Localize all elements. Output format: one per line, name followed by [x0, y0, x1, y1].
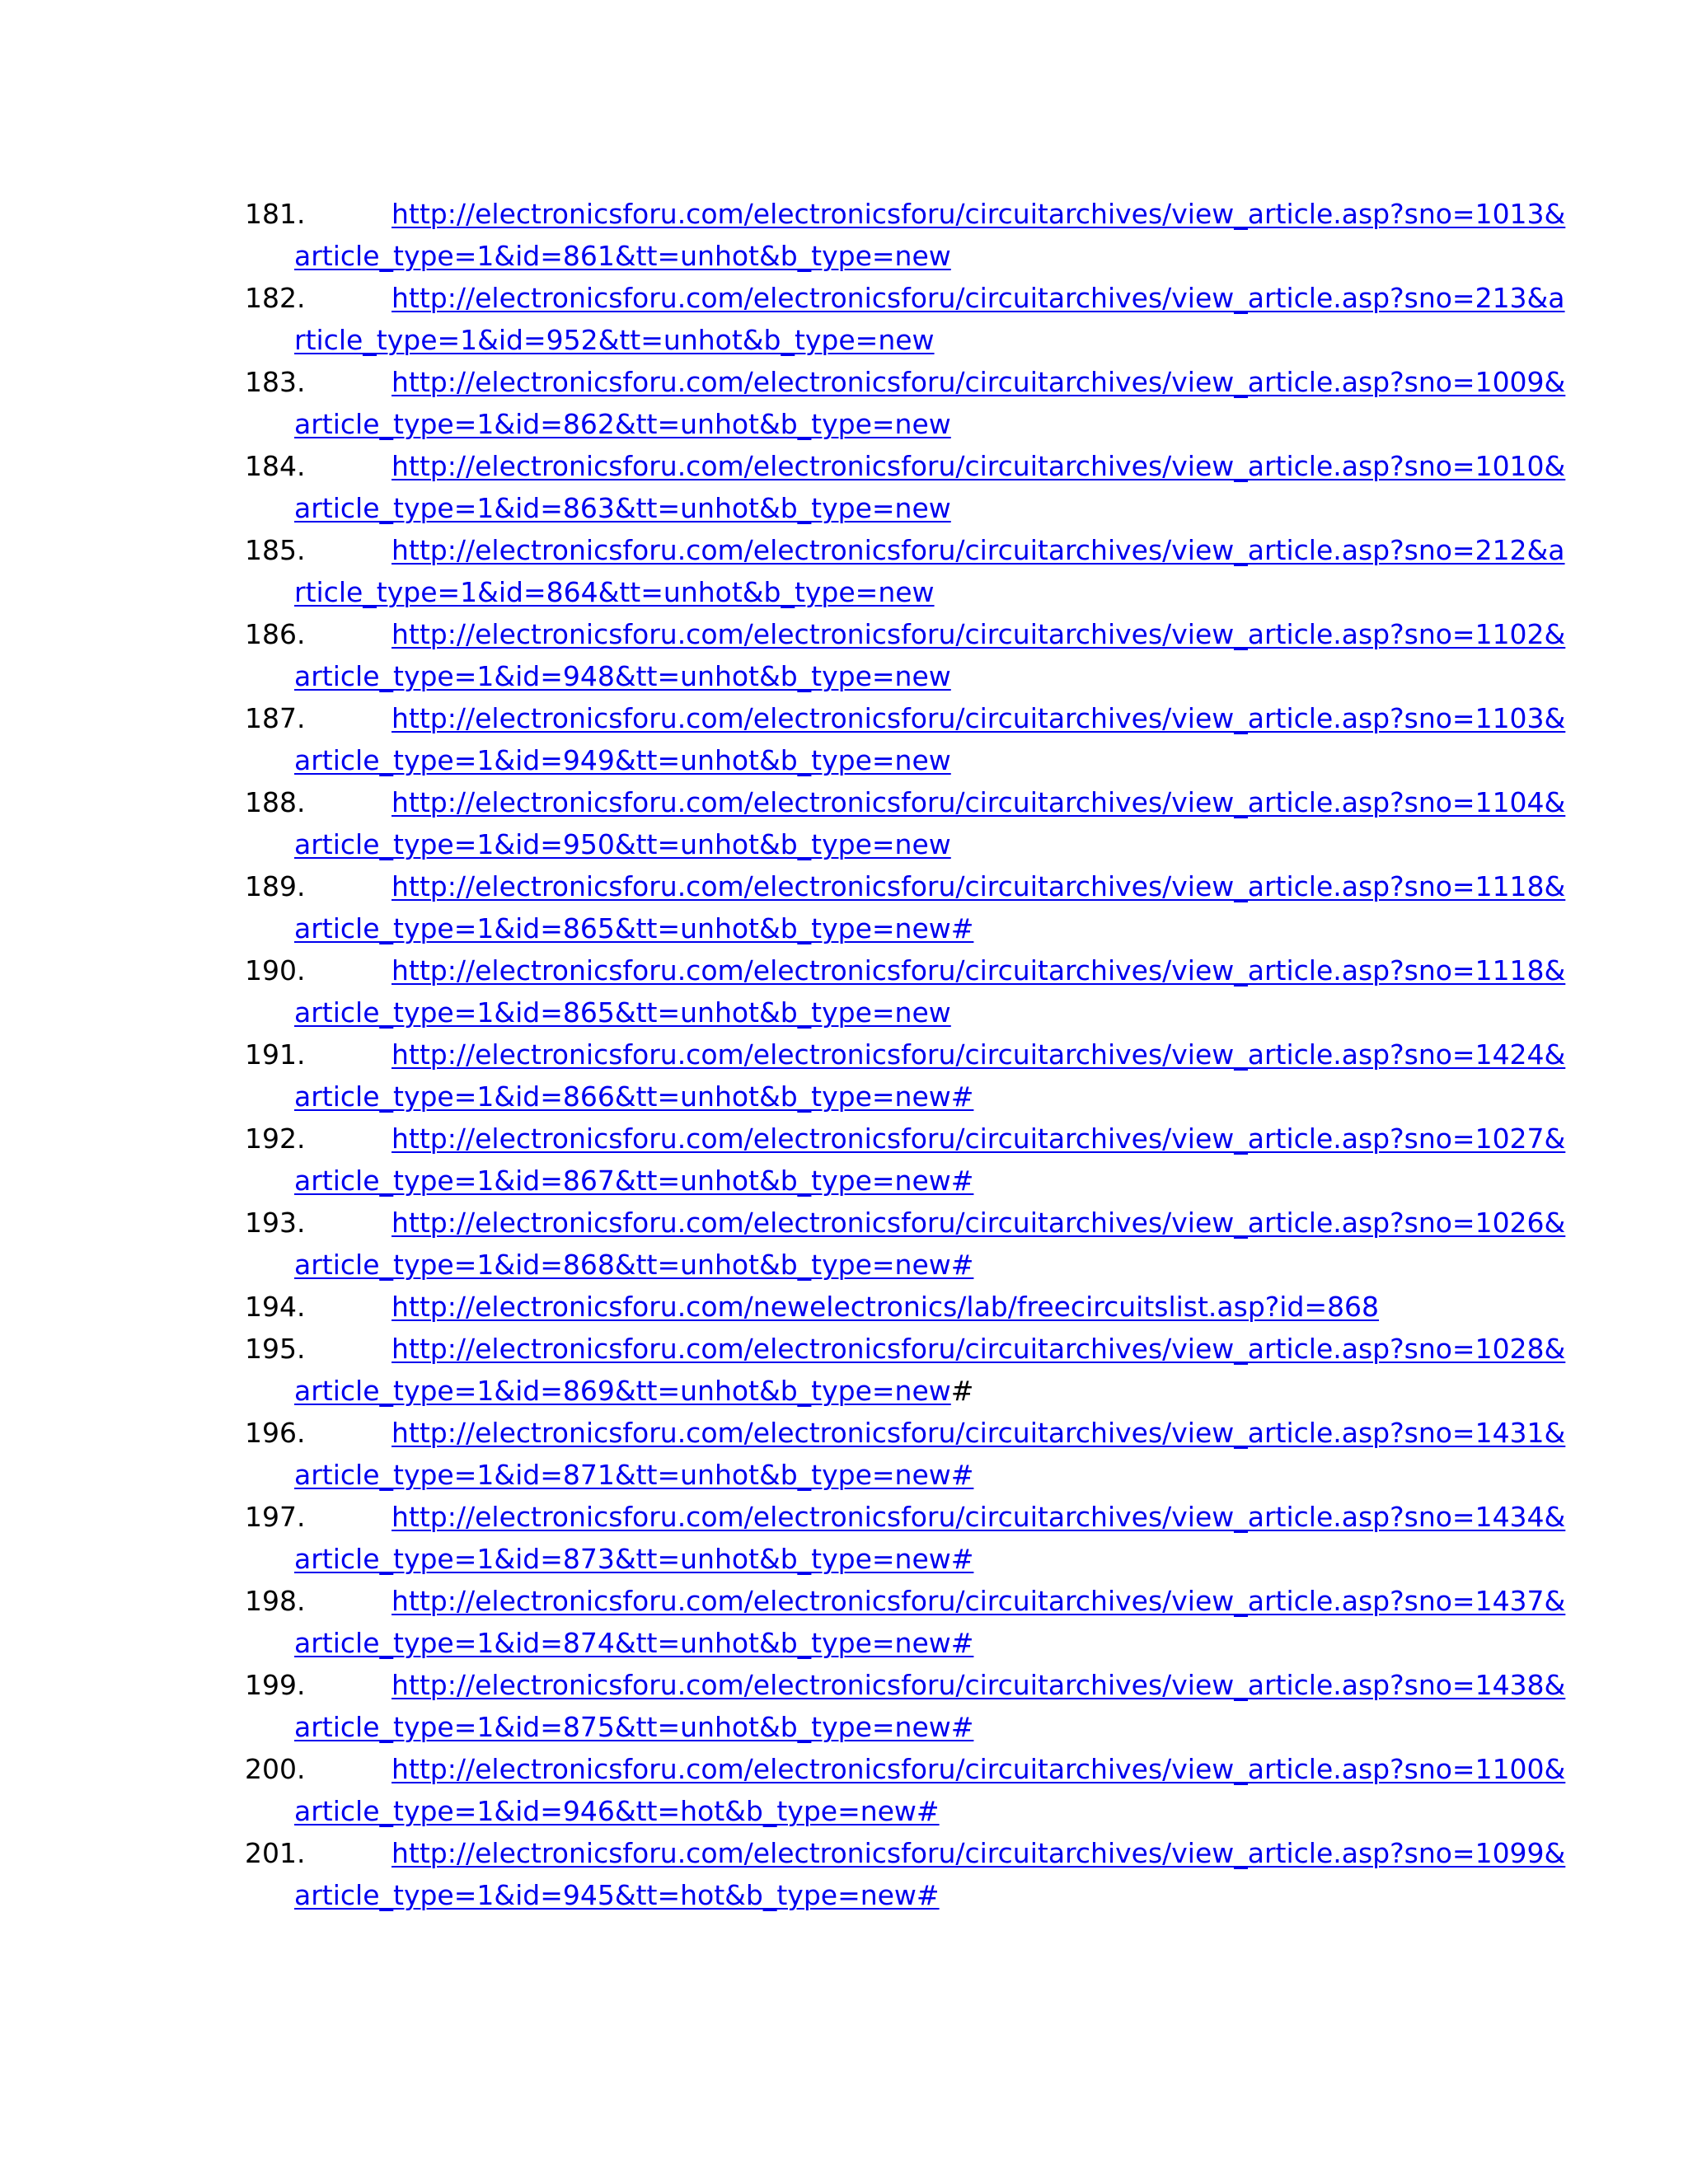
reference-link-continuation[interactable]: article_type=1&id=867&tt=unhot&b_type=new# [294, 1165, 974, 1197]
reference-link-continuation[interactable]: article_type=1&id=945&tt=hot&b_type=new# [294, 1879, 940, 1911]
reference-link-continuation[interactable]: article_type=1&id=875&tt=unhot&b_type=new# [294, 1711, 974, 1743]
reference-item [245, 445, 1566, 529]
reference-number: 186. [245, 618, 306, 650]
reference-item [245, 697, 1566, 781]
reference-link-continuation[interactable]: article_type=1&id=869&tt=unhot&b_type=new [294, 1375, 951, 1407]
reference-number: 183. [245, 366, 306, 398]
reference-item [245, 361, 1566, 445]
reference-link-continuation[interactable]: article_type=1&id=861&tt=unhot&b_type=new [294, 240, 951, 272]
reference-number: 184. [245, 450, 306, 482]
reference-link[interactable]: http://electronicsforu.com/electronicsforu/circuitarchives/view_article.asp?sno=1434& [392, 1501, 1566, 1533]
reference-item [245, 1748, 1566, 1832]
reference-number: 194. [245, 1291, 306, 1323]
reference-link[interactable]: http://electronicsforu.com/newelectronics/lab/freecircuitslist.asp?id=868 [392, 1291, 1380, 1323]
reference-number: 187. [245, 702, 306, 734]
reference-item [245, 1328, 1566, 1412]
reference-item [245, 529, 1565, 613]
reference-link[interactable]: http://electronicsforu.com/electronicsforu/circuitarchives/view_article.asp?sno=1026& [392, 1207, 1566, 1239]
reference-number: 191. [245, 1038, 306, 1071]
reference-link[interactable]: http://electronicsforu.com/electronicsforu/circuitarchives/view_article.asp?sno=1118& [392, 954, 1566, 987]
reference-link[interactable]: http://electronicsforu.com/electronicsforu/circuitarchives/view_article.asp?sno=1099& [392, 1837, 1566, 1869]
reference-link[interactable]: http://electronicsforu.com/electronicsforu/circuitarchives/view_article.asp?sno=1118& [392, 870, 1566, 902]
reference-item [245, 1832, 1566, 1916]
reference-number: 201. [245, 1837, 306, 1869]
reference-link[interactable]: http://electronicsforu.com/electronicsforu/circuitarchives/view_article.asp?sno=1027& [392, 1122, 1566, 1155]
reference-number: 193. [245, 1207, 306, 1239]
reference-link[interactable]: http://electronicsforu.com/electronicsforu/circuitarchives/view_article.asp?sno=1028& [392, 1333, 1566, 1365]
reference-item [245, 1118, 1566, 1202]
reference-number: 190. [245, 954, 306, 987]
reference-link-continuation[interactable]: article_type=1&id=865&tt=unhot&b_type=new# [294, 912, 974, 944]
reference-link-continuation[interactable]: article_type=1&id=946&tt=hot&b_type=new# [294, 1795, 940, 1827]
reference-item [245, 1286, 1481, 1328]
reference-link[interactable]: http://electronicsforu.com/electronicsforu/circuitarchives/view_article.asp?sno=1103& [392, 702, 1566, 734]
reference-link[interactable]: http://electronicsforu.com/electronicsforu/circuitarchives/view_article.asp?sno=1013& [392, 198, 1566, 230]
reference-number: 197. [245, 1501, 306, 1533]
reference-link-continuation[interactable]: article_type=1&id=865&tt=unhot&b_type=new [294, 996, 951, 1029]
reference-number: 199. [245, 1669, 306, 1701]
reference-link[interactable]: http://electronicsforu.com/electronicsforu/circuitarchives/view_article.asp?sno=1424& [392, 1038, 1566, 1071]
reference-item [245, 613, 1566, 697]
reference-number: 181. [245, 198, 306, 230]
reference-item [245, 1496, 1566, 1580]
reference-link[interactable]: http://electronicsforu.com/electronicsforu/circuitarchives/view_article.asp?sno=213&a [392, 282, 1565, 314]
reference-number: 200. [245, 1753, 306, 1785]
reference-number: 188. [245, 786, 306, 818]
reference-link-continuation[interactable]: article_type=1&id=862&tt=unhot&b_type=new [294, 408, 951, 440]
reference-link-continuation[interactable]: article_type=1&id=949&tt=unhot&b_type=new [294, 744, 951, 776]
reference-link-continuation[interactable]: rticle_type=1&id=864&tt=unhot&b_type=new [294, 576, 935, 608]
reference-item [245, 1033, 1566, 1118]
reference-link[interactable]: http://electronicsforu.com/electronicsforu/circuitarchives/view_article.asp?sno=1100& [392, 1753, 1566, 1785]
reference-link-continuation[interactable]: article_type=1&id=873&tt=unhot&b_type=new# [294, 1543, 974, 1575]
reference-tail-text: # [950, 1375, 974, 1407]
reference-link-continuation[interactable]: article_type=1&id=866&tt=unhot&b_type=new# [294, 1080, 974, 1113]
reference-link[interactable]: http://electronicsforu.com/electronicsforu/circuitarchives/view_article.asp?sno=1104& [392, 786, 1566, 818]
reference-number: 185. [245, 534, 306, 566]
reference-link[interactable]: http://electronicsforu.com/electronicsforu/circuitarchives/view_article.asp?sno=1102& [392, 618, 1566, 650]
reference-link[interactable]: http://electronicsforu.com/electronicsforu/circuitarchives/view_article.asp?sno=1010& [392, 450, 1566, 482]
reference-item [245, 949, 1566, 1033]
reference-item [245, 1412, 1566, 1496]
reference-item [245, 277, 1565, 361]
reference-number: 195. [245, 1333, 306, 1365]
reference-number: 192. [245, 1122, 306, 1155]
reference-number: 198. [245, 1585, 306, 1617]
reference-link[interactable]: http://electronicsforu.com/electronicsforu/circuitarchives/view_article.asp?sno=1431& [392, 1417, 1566, 1449]
reference-number: 182. [245, 282, 306, 314]
reference-link-continuation[interactable]: article_type=1&id=863&tt=unhot&b_type=new [294, 492, 951, 524]
reference-item [245, 1580, 1566, 1664]
reference-item [245, 1664, 1566, 1748]
reference-link[interactable]: http://electronicsforu.com/electronicsforu/circuitarchives/view_article.asp?sno=212&a [392, 534, 1565, 566]
reference-list [245, 193, 1566, 1916]
reference-item [245, 1202, 1566, 1286]
reference-number: 196. [245, 1417, 306, 1449]
reference-link-continuation[interactable]: rticle_type=1&id=952&tt=unhot&b_type=new [294, 324, 935, 356]
reference-link[interactable]: http://electronicsforu.com/electronicsforu/circuitarchives/view_article.asp?sno=1438& [392, 1669, 1566, 1701]
reference-item [245, 865, 1566, 949]
reference-item [245, 193, 1566, 277]
reference-link-continuation[interactable]: article_type=1&id=950&tt=unhot&b_type=new [294, 828, 951, 860]
reference-number: 189. [245, 870, 306, 902]
reference-link-continuation[interactable]: article_type=1&id=874&tt=unhot&b_type=new# [294, 1627, 974, 1659]
reference-link-continuation[interactable]: article_type=1&id=871&tt=unhot&b_type=new# [294, 1459, 974, 1491]
reference-link[interactable]: http://electronicsforu.com/electronicsforu/circuitarchives/view_article.asp?sno=1437& [392, 1585, 1566, 1617]
reference-link-continuation[interactable]: article_type=1&id=948&tt=unhot&b_type=new [294, 660, 951, 692]
reference-link-continuation[interactable]: article_type=1&id=868&tt=unhot&b_type=new# [294, 1249, 974, 1281]
reference-item [245, 781, 1566, 865]
reference-link[interactable]: http://electronicsforu.com/electronicsforu/circuitarchives/view_article.asp?sno=1009& [392, 366, 1566, 398]
